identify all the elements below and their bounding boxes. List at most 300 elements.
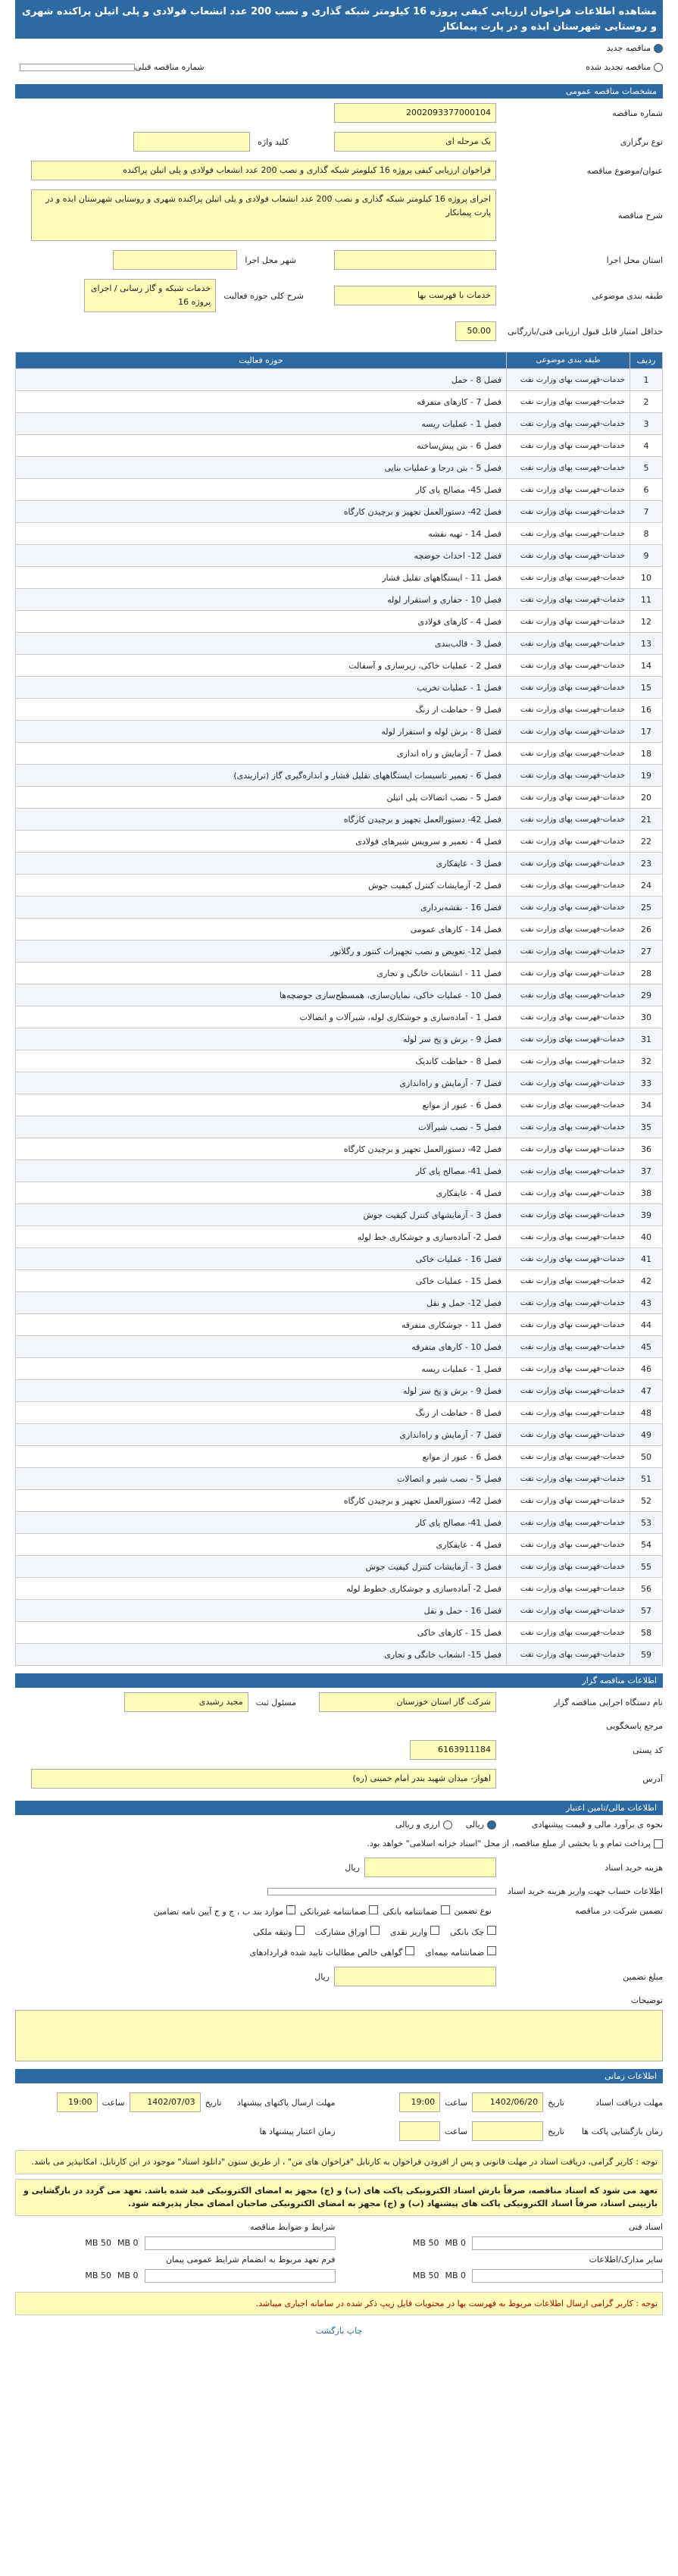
source-label: نحوه ی برآورد مالی و قیمت پیشنهادی — [531, 1820, 663, 1829]
table-row — [16, 611, 663, 633]
prev-number-label: شماره مناقصه قبلی — [135, 62, 205, 72]
guarantee-type-label: نوع تضمین — [454, 1906, 492, 1916]
row-index: 14 — [630, 655, 663, 677]
city-label: شهر محل اجرا — [245, 255, 296, 265]
table-row — [16, 1028, 663, 1050]
row-category: خدمات-فهرست بهای وزارت نفت — [507, 897, 630, 919]
row-scope: فصل 6 - عبور از موانع — [16, 1446, 507, 1468]
row-scope: فصل 2- آماده‌سازی و جوشکاری خط لوله — [16, 1226, 507, 1248]
row-index: 17 — [630, 721, 663, 743]
row-category: خدمات-فهرست بهای وزارت نفت — [507, 1556, 630, 1578]
row-scope: فصل 12- احداث جوضچه — [16, 545, 507, 567]
table-row — [16, 1072, 663, 1094]
row-index: 41 — [630, 1248, 663, 1270]
row-index: 18 — [630, 743, 663, 765]
row-category: خدمات-فهرست بهای وزارت نفت — [507, 545, 630, 567]
row-category: خدمات-فهرست بهای وزارت نفت — [507, 1358, 630, 1380]
row-category: خدمات-فهرست بهای وزارت نفت — [507, 1138, 630, 1160]
tender-filter — [15, 39, 663, 58]
table-row — [16, 633, 663, 655]
postal-value: 6163911184 — [410, 1740, 496, 1760]
file-b-size: 0 MB — [117, 2238, 139, 2249]
row-scope: فصل 4 - تعمیر و سرویس شیرهای فولادی — [16, 831, 507, 853]
row-index: 16 — [630, 699, 663, 721]
g-other-checkbox[interactable] — [369, 1905, 378, 1914]
row-category: خدمات-فهرست بهای وزارت نفت — [507, 655, 630, 677]
row-scope: فصل 16 - عملیات خاکی — [16, 1248, 507, 1270]
row-index: 24 — [630, 875, 663, 897]
row-scope: فصل 42- دستورالعمل تجهیز و برچیدن کارگاه — [16, 809, 507, 831]
send-hour-label: ساعت — [102, 2097, 125, 2108]
g-bank-checkbox[interactable] — [441, 1905, 450, 1914]
row-scope: فصل 5 - نصب شیر و اتصالات — [16, 1468, 507, 1490]
radio-dot-icon — [654, 44, 663, 53]
address-value: اهواز- میدان شهید بندر امام خمینی (ره) — [31, 1769, 496, 1789]
row-scope: فصل 15 - عملیات خاکی — [16, 1270, 507, 1292]
radio-new[interactable] — [607, 43, 663, 53]
table-row — [16, 875, 663, 897]
file-d-label: فرم تعهد مربوط به انضمام شرایط عمومی پیمان — [165, 2254, 336, 2265]
radio-dot-icon — [654, 63, 663, 72]
row-scope: فصل 7 - آزمایش و راه‌اندازی — [16, 1072, 507, 1094]
amount-unit: ریال — [314, 1971, 330, 1982]
file-d-slot[interactable] — [145, 2269, 336, 2283]
row-scope: فصل 9 - حفاظت از زنگ — [16, 699, 507, 721]
row-index: 9 — [630, 545, 663, 567]
finance-desc-label: توضیحات — [630, 1995, 663, 2005]
file-d-size: 0 MB — [117, 2271, 139, 2281]
table-row — [16, 1380, 663, 1402]
row-scope: فصل 2- آماده‌سازی و جوشکاری خطوط لوله — [16, 1578, 507, 1600]
radio-dot-icon — [487, 1820, 496, 1829]
address-label: آدرس — [642, 1773, 663, 1784]
row-scope: فصل 45- مصالح پای کار — [16, 479, 507, 501]
table-row — [16, 831, 663, 853]
table-row — [16, 919, 663, 941]
row-index: 37 — [630, 1160, 663, 1182]
row-index: 6 — [630, 479, 663, 501]
col-idx: ردیف — [630, 352, 663, 369]
table-row — [16, 1270, 663, 1292]
row-category: خدمات-فهرست بهای وزارت نفت — [507, 413, 630, 435]
row-category: خدمات-فهرست بهای وزارت نفت — [507, 1490, 630, 1512]
category-value: خدمات با فهرست بها — [334, 286, 496, 305]
postal-label: کد پستی — [633, 1745, 663, 1755]
receive-hour-label: ساعت — [445, 2097, 468, 2108]
prev-number-input[interactable] — [20, 64, 135, 71]
row-index: 26 — [630, 919, 663, 941]
table-row — [16, 1600, 663, 1622]
g-participation-checkbox[interactable] — [370, 1926, 380, 1935]
row-scope: فصل 7 - آزمایش و راه اندازی — [16, 743, 507, 765]
table-row — [16, 853, 663, 875]
row-category: خدمات-فهرست بهای وزارت نفت — [507, 479, 630, 501]
row-scope: فصل 3 - آزمایشهای کنترل کیفیت جوش — [16, 1204, 507, 1226]
table-row — [16, 1468, 663, 1490]
table-row — [16, 1226, 663, 1248]
row-category: خدمات-فهرست بهای وزارت نفت — [507, 962, 630, 984]
radio-renewed-label: مناقصه تجدید شده — [586, 62, 651, 72]
row-scope: فصل 42- دستورالعمل تجهیز و برچیدن کارگاه — [16, 1490, 507, 1512]
radio-rial[interactable] — [466, 1820, 496, 1829]
row-category: خدمات-فهرست بهای وزارت نفت — [507, 853, 630, 875]
row-category: خدمات-فهرست بهای وزارت نفت — [507, 1534, 630, 1556]
table-row — [16, 699, 663, 721]
row-index: 36 — [630, 1138, 663, 1160]
table-row — [16, 984, 663, 1006]
table-row — [16, 567, 663, 589]
row-index: 49 — [630, 1424, 663, 1446]
table-row — [16, 1358, 663, 1380]
table-row — [16, 1204, 663, 1226]
row-category: خدمات-فهرست بهای وزارت نفت — [507, 1644, 630, 1666]
row-scope: فصل 12- حمل و نقل — [16, 1292, 507, 1314]
row-category: خدمات-فهرست بهای وزارت نفت — [507, 1072, 630, 1094]
table-row — [16, 1248, 663, 1270]
row-index: 54 — [630, 1534, 663, 1556]
row-category: خدمات-فهرست بهای وزارت نفت — [507, 984, 630, 1006]
row-scope: فصل 14 - کارهای عمومی — [16, 919, 507, 941]
amount-label: مبلغ تضمین — [623, 1971, 663, 1982]
row-category: خدمات-فهرست بهای وزارت نفت — [507, 1468, 630, 1490]
g-participation-label: اوراق مشارکت — [314, 1927, 367, 1937]
row-scope: فصل 6 - بتن پیش‌ساخته — [16, 435, 507, 457]
file-a-max: 50 MB — [412, 2238, 439, 2249]
row-category: خدمات-فهرست بهای وزارت نفت — [507, 435, 630, 457]
table-row — [16, 1336, 663, 1358]
guarantee-label: تضمین شرکت در مناقصه — [575, 1906, 663, 1916]
row-scope: فصل 41- مصالح پای کار — [16, 1512, 507, 1534]
org-name: شرکت گاز استان خوزستان — [319, 1692, 496, 1712]
table-row — [16, 435, 663, 457]
receive-date-label: تاریخ — [548, 2097, 564, 2108]
row-category: خدمات-فهرست بهای وزارت نفت — [507, 1512, 630, 1534]
row-scope: فصل 1 - عملیات تخریب — [16, 677, 507, 699]
row-category: خدمات-فهرست بهای وزارت نفت — [507, 1424, 630, 1446]
row-index: 30 — [630, 1006, 663, 1028]
g-bond-checkbox[interactable] — [286, 1905, 295, 1914]
g-cash-checkbox[interactable] — [430, 1926, 439, 1935]
row-scope: فصل 5 - نصب شیرآلات — [16, 1116, 507, 1138]
row-category: خدمات-فهرست بهای وزارت نفت — [507, 633, 630, 655]
tender-number: 2002093377000104 — [334, 103, 496, 123]
row-index: 31 — [630, 1028, 663, 1050]
row-scope: فصل 12- تعویض و نصب تجهیزات کنتور و رگلاتور — [16, 941, 507, 962]
desc-label: شرح مناقصه — [617, 210, 663, 221]
table-row — [16, 457, 663, 479]
table-row — [16, 765, 663, 787]
row-index: 25 — [630, 897, 663, 919]
radio-renewed[interactable] — [586, 62, 663, 72]
desc-value: اجرای پروژه 16 کیلومتر شبکه گذاری و نصب 200 عدد انشعاب فولادی و پلی اتیلن پراکنده شهری و روستایی شهرستان ایذه و در پارت پیمانکار — [31, 189, 496, 241]
table-row — [16, 589, 663, 611]
row-scope: فصل 3 - آزمایشات کنترل کیفیت جوش — [16, 1556, 507, 1578]
g-insurance-label: ضمانتنامه بیمه‌ای — [425, 1948, 484, 1958]
category-label: طبقه بندی موضوعی — [592, 290, 663, 301]
row-index: 44 — [630, 1314, 663, 1336]
row-index: 38 — [630, 1182, 663, 1204]
radio-rial-fx-label: ارزی و ریالی — [395, 1820, 440, 1829]
row-category: خدمات-فهرست بهای وزارت نفت — [507, 1380, 630, 1402]
g-property-label: وثیقه ملکی — [253, 1927, 292, 1937]
type-label: نوع برگزاری — [620, 136, 663, 147]
send-time: 19:00 — [57, 2092, 98, 2112]
g-bond-label: موارد بند ب ، ج و ح آیین نامه تضامین — [153, 1907, 284, 1917]
row-category: خدمات-فهرست بهای وزارت نفت — [507, 919, 630, 941]
open-date — [472, 2121, 543, 2141]
footer-links[interactable]: چاپ بازگشت — [315, 2326, 363, 2337]
row-scope: فصل 1 - عملیات ریسه — [16, 413, 507, 435]
g-bank-label: ضمانتنامه بانکی — [383, 1907, 438, 1917]
g-check-label: چک بانکی — [450, 1927, 484, 1937]
table-row — [16, 1182, 663, 1204]
doc-price-value — [364, 1858, 496, 1877]
g-property-checkbox[interactable] — [295, 1926, 305, 1935]
table-row — [16, 545, 663, 567]
row-index: 28 — [630, 962, 663, 984]
row-scope: فصل 4 - عایقکاری — [16, 1182, 507, 1204]
radio-dot-icon — [443, 1820, 452, 1829]
row-scope: فصل 10 - عملیات خاکی، نمایان‌سازی، همسطح‌سازی جوضچه‌ها — [16, 984, 507, 1006]
general-section-header: مشخصات مناقصه عمومی — [15, 84, 663, 99]
send-label: مهلت ارسال پاکتهای پیشنهاد — [236, 2097, 336, 2108]
row-category: خدمات-فهرست بهای وزارت نفت — [507, 369, 630, 391]
activity-label: شرح کلی حوزه فعالیت — [223, 290, 304, 301]
row-scope: فصل 15- انشعاب خانگی و تجاری — [16, 1644, 507, 1666]
row-category: خدمات-فهرست بهای وزارت نفت — [507, 1050, 630, 1072]
row-index: 39 — [630, 1204, 663, 1226]
finance-section-header: اطلاعات مالی/تامین اعتبار — [15, 1801, 663, 1815]
row-category: خدمات-فهرست بهای وزارت نفت — [507, 589, 630, 611]
col-category: طبقه بندی موضوعی — [507, 352, 630, 369]
row-category: خدمات-فهرست بهای وزارت نفت — [507, 523, 630, 545]
g-fixed-checkbox[interactable] — [405, 1946, 414, 1955]
row-category: خدمات-فهرست بهای وزارت نفت — [507, 611, 630, 633]
subject-label: عنوان/موضوع مناقصه — [586, 165, 663, 176]
file-a-slot[interactable] — [472, 2236, 663, 2250]
row-index: 2 — [630, 391, 663, 413]
responsible-label: مسئول ثبت — [255, 1697, 296, 1707]
row-scope: فصل 10 - کارهای متفرقه — [16, 1336, 507, 1358]
table-row — [16, 1050, 663, 1072]
row-index: 4 — [630, 435, 663, 457]
table-row — [16, 501, 663, 523]
city-value — [113, 250, 237, 270]
row-category: خدمات-فهرست بهای وزارت نفت — [507, 1248, 630, 1270]
row-scope: فصل 4 - کارهای فولادی — [16, 611, 507, 633]
treasury-checkbox[interactable] — [654, 1839, 663, 1848]
type-value: یک مرحله ای — [334, 132, 496, 152]
org-name-label: نام دستگاه اجرایی مناقصه گزار — [554, 1697, 663, 1707]
row-category: خدمات-فهرست بهای وزارت نفت — [507, 1336, 630, 1358]
row-category: خدمات-فهرست بهای وزارت نفت — [507, 809, 630, 831]
row-category: خدمات-فهرست بهای وزارت نفت — [507, 699, 630, 721]
table-row — [16, 897, 663, 919]
row-index: 21 — [630, 809, 663, 831]
file-c-slot[interactable] — [472, 2269, 663, 2283]
amount-value — [334, 1967, 496, 1986]
table-row — [16, 1512, 663, 1534]
row-category: خدمات-فهرست بهای وزارت نفت — [507, 677, 630, 699]
row-scope: فصل 7 - آزمایش و راه‌اندازی — [16, 1424, 507, 1446]
table-row — [16, 391, 663, 413]
row-category: خدمات-فهرست بهای وزارت نفت — [507, 1622, 630, 1644]
table-row — [16, 1490, 663, 1512]
g-check-checkbox[interactable] — [487, 1926, 496, 1935]
table-row — [16, 721, 663, 743]
row-index: 13 — [630, 633, 663, 655]
row-index: 47 — [630, 1380, 663, 1402]
ref-label: مرجع پاسخگویی — [606, 1721, 663, 1731]
row-category: خدمات-فهرست بهای وزارت نفت — [507, 1292, 630, 1314]
file-b-max: 50 MB — [85, 2238, 111, 2249]
g-fixed-label: گواهی خالص مطالبات تایید شده قراردادهای — [249, 1948, 403, 1958]
table-row — [16, 1160, 663, 1182]
row-scope: فصل 11 - ایستگاههای تقلیل فشار — [16, 567, 507, 589]
g-other-label: صمانتنامه غیربانکی — [300, 1907, 367, 1917]
row-index: 33 — [630, 1072, 663, 1094]
row-scope: فصل 42- دستورالعمل تجهیز و برچیدن کارگاه — [16, 1138, 507, 1160]
table-row — [16, 743, 663, 765]
row-index: 35 — [630, 1116, 663, 1138]
col-scope: حوزه فعالیت — [16, 352, 507, 369]
row-scope: فصل 9 - برش و پخ سر لوله — [16, 1380, 507, 1402]
file-a-size: 0 MB — [445, 2238, 466, 2249]
row-category: خدمات-فهرست بهای وزارت نفت — [507, 743, 630, 765]
g-insurance-checkbox[interactable] — [487, 1946, 496, 1955]
file-c-size: 0 MB — [445, 2271, 466, 2281]
file-b-slot[interactable] — [145, 2236, 336, 2250]
row-index: 50 — [630, 1446, 663, 1468]
number-label: شماره مناقصه — [612, 108, 663, 118]
row-category: خدمات-فهرست بهای وزارت نفت — [507, 391, 630, 413]
table-row — [16, 1446, 663, 1468]
account-value — [267, 1888, 496, 1895]
table-row — [16, 523, 663, 545]
row-index: 57 — [630, 1600, 663, 1622]
time-section-header: اطلاعات زمانی — [15, 2069, 663, 2083]
file-d-max: 50 MB — [85, 2271, 111, 2281]
row-category: خدمات-فهرست بهای وزارت نفت — [507, 721, 630, 743]
table-row — [16, 1094, 663, 1116]
table-body — [16, 369, 663, 1666]
row-category: خدمات-فهرست بهای وزارت نفت — [507, 941, 630, 962]
row-scope: فصل 9 - برش و پخ سر لوله — [16, 1028, 507, 1050]
row-index: 40 — [630, 1226, 663, 1248]
doc-price-label: هزینه خرید اسناد — [605, 1862, 663, 1873]
row-index: 58 — [630, 1622, 663, 1644]
row-scope: فصل 11 - جوشکاری متفرقه — [16, 1314, 507, 1336]
table-row — [16, 962, 663, 984]
table-row — [16, 677, 663, 699]
row-scope: فصل 8 - حفاظت کاتدیک — [16, 1050, 507, 1072]
row-index: 45 — [630, 1336, 663, 1358]
row-scope: فصل 11 - انشعابات خانگی و تجاری — [16, 962, 507, 984]
responsible-value: مجید رشیدی — [124, 1692, 248, 1712]
row-index: 8 — [630, 523, 663, 545]
row-category: خدمات-فهرست بهای وزارت نفت — [507, 1028, 630, 1050]
row-scope: فصل 6 - عبور از موانع — [16, 1094, 507, 1116]
row-scope: فصل 16 - نقشه‌برداری — [16, 897, 507, 919]
radio-rial-label: ریالی — [465, 1820, 484, 1829]
row-index: 46 — [630, 1358, 663, 1380]
row-index: 12 — [630, 611, 663, 633]
activity-table — [15, 352, 663, 1666]
row-scope: فصل 41- مصالح پای کار — [16, 1160, 507, 1182]
row-scope: فصل 14 - تهیه نقشه — [16, 523, 507, 545]
org-section-header: اطلاعات مناقصه گزار — [15, 1673, 663, 1688]
row-category: خدمات-فهرست بهای وزارت نفت — [507, 1314, 630, 1336]
subject-value: فراخوان ارزیابی کیفی پروژه 16 کیلومتر شبکه گذاری و نصب 200 عدد انشعاب فولادی و پلی اتیلن پراکنده — [31, 161, 496, 180]
row-index: 48 — [630, 1402, 663, 1424]
row-scope: فصل 6 - تعمیر تاسیسات ایستگاههای تقلیل فشار و اندازه‌گیری گاز (تراز‌بندی) — [16, 765, 507, 787]
row-category: خدمات-فهرست بهای وزارت نفت — [507, 1600, 630, 1622]
row-category: خدمات-فهرست بهای وزارت نفت — [507, 1226, 630, 1248]
pay-note: پرداخت تمام و یا بخشی از مبلغ مناقصه، از محل "اسناد خزانه اسلامی" خواهد بود. — [367, 1839, 651, 1848]
row-scope: فصل 3 - قالب‌بندی — [16, 633, 507, 655]
finance-desc-box — [15, 2010, 663, 2061]
file-a-label: اسناد فنی — [628, 2221, 663, 2232]
radio-rial-fx[interactable] — [395, 1820, 452, 1829]
row-scope: فصل 4 - عایقکاری — [16, 1534, 507, 1556]
row-index: 10 — [630, 567, 663, 589]
table-row — [16, 1314, 663, 1336]
row-category: خدمات-فهرست بهای وزارت نفت — [507, 787, 630, 809]
row-index: 29 — [630, 984, 663, 1006]
table-row — [16, 1622, 663, 1644]
page-title: مشاهده اطلاعات فراخوان ارزیابی کیفی پروژه 16 کیلومتر شبکه گذاری و نصب 200 عدد انشعاب فولادی و پلی اتیلن پراکنده شهری و روستایی شهرستان ایذه و در پارت پیمانکار — [15, 0, 663, 39]
table-row — [16, 1116, 663, 1138]
file-c-label: سایر مدارک/اطلاعات — [589, 2254, 663, 2265]
note-download: توجه : کاربر گرامی، دریافت اسناد در مهلت قانونی و پس از افزودن فراخوان به کارتابل "فراخوان های من" ، از طریق ستون "دانلود اسناد" موجود در این کارتابل، امکانپذیر می باشد. — [15, 2150, 663, 2174]
row-category: خدمات-فهرست بهای وزارت نفت — [507, 1160, 630, 1182]
note-price-list: توجه : کاربر گرامی ارسال اطلاعات مربوط به فهرست بها در محتویات فایل زیپ ذکر شده در سامانه اجباری میباشد. — [15, 2292, 663, 2316]
row-scope: فصل 5 - بتن درجا و عملیات بنایی — [16, 457, 507, 479]
table-row — [16, 941, 663, 962]
row-index: 3 — [630, 413, 663, 435]
row-category: خدمات-فهرست بهای وزارت نفت — [507, 1204, 630, 1226]
row-index: 1 — [630, 369, 663, 391]
row-scope: فصل 1 - آماده‌سازی و جوشکاری لوله، شیرآلات و اتصالات — [16, 1006, 507, 1028]
province-value — [334, 250, 496, 270]
row-index: 56 — [630, 1578, 663, 1600]
receive-time: 19:00 — [399, 2092, 440, 2112]
row-scope: فصل 8 - برش لوله و استقرار لوله — [16, 721, 507, 743]
receive-label: مهلت دریافت اسناد — [595, 2097, 663, 2108]
g-cash-label: واریز نقدی — [389, 1927, 428, 1937]
row-scope: فصل 7 - کارهای متفرقه — [16, 391, 507, 413]
row-scope: فصل 15 - کارهای خاکی — [16, 1622, 507, 1644]
doc-price-unit: ریال — [345, 1862, 360, 1873]
row-index: 43 — [630, 1292, 663, 1314]
open-date-label: تاریخ — [548, 2126, 564, 2136]
row-scope: فصل 1 - عملیات ریسه — [16, 1358, 507, 1380]
row-scope: فصل 2- آزمایشات کنترل کیفیت جوش — [16, 875, 507, 897]
radio-new-label: مناقصه جدید — [606, 43, 651, 53]
row-category: خدمات-فهرست بهای وزارت نفت — [507, 457, 630, 479]
min-score-value: 50.00 — [455, 321, 496, 341]
keyword-field[interactable] — [133, 132, 250, 152]
row-index: 15 — [630, 677, 663, 699]
row-scope: فصل 2 - عملیات خاکی، زیرسازی و آسفالت — [16, 655, 507, 677]
row-index: 42 — [630, 1270, 663, 1292]
row-index: 51 — [630, 1468, 663, 1490]
row-category: خدمات-فهرست بهای وزارت نفت — [507, 1578, 630, 1600]
row-category: خدمات-فهرست بهای وزارت نفت — [507, 831, 630, 853]
row-category: خدمات-فهرست بهای وزارت نفت — [507, 875, 630, 897]
row-category: خدمات-فهرست بهای وزارت نفت — [507, 1006, 630, 1028]
file-c-max: 50 MB — [412, 2271, 439, 2281]
